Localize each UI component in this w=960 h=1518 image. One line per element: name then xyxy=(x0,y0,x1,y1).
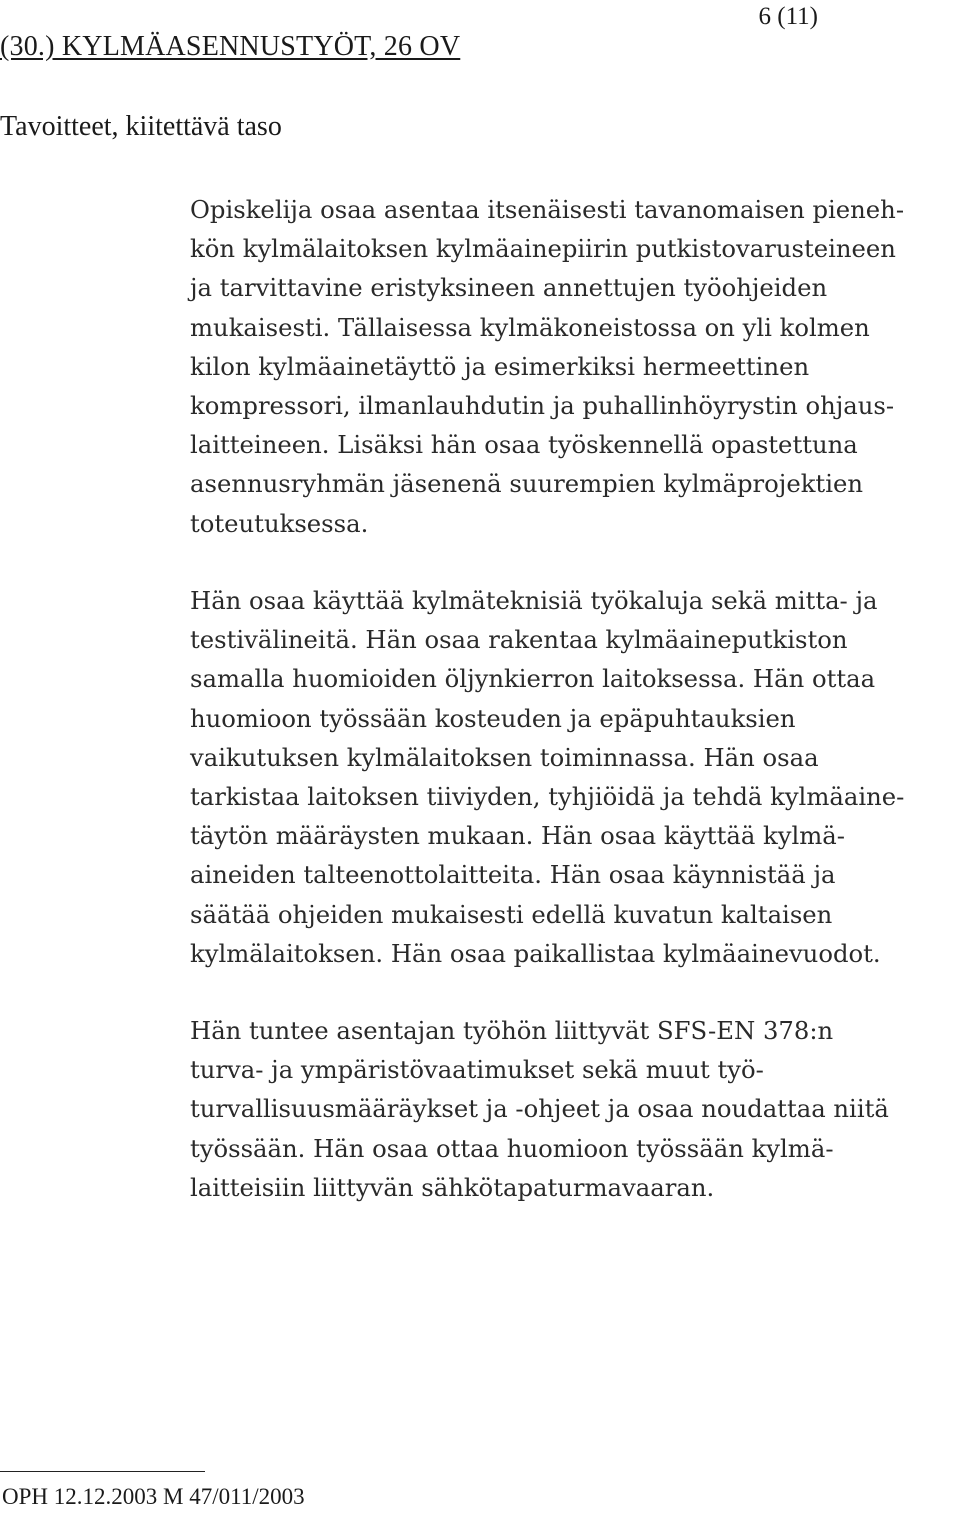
paragraph-line: laitteisiin liittyvän sähkötapaturmavaaran. xyxy=(190,1172,715,1202)
section-title: (30.) KYLMÄASENNUSTYÖT, 26 OV xyxy=(0,31,461,62)
paragraph-line: laitteineen. Lisäksi hän osaa työskennellä opastettuna xyxy=(190,430,858,460)
paragraph-line: turva- ja ympäristövaatimukset sekä muut työ- xyxy=(190,1055,764,1085)
subtitle: Tavoitteet, kiitettävä taso xyxy=(0,111,282,142)
paragraph-line: Hän osaa käyttää kylmäteknisiä työkaluja sekä mitta- ja xyxy=(190,586,878,615)
paragraph-line: ja tarvittavine eristyksineen annettujen työohjeiden xyxy=(190,273,828,303)
paragraph-line: asennusryhmän jäsenenä suurempien kylmäprojektien xyxy=(190,469,863,499)
paragraph-line: tarkistaa laitoksen tiiviyden, tyhjiöidä ja tehdä kylmäaine- xyxy=(190,782,905,812)
paragraph-line: kön kylmälaitoksen kylmäainepiirin putkistovarusteineen xyxy=(190,234,896,264)
footer-reference: OPH 12.12.2003 M 47/011/2003 xyxy=(2,1484,305,1509)
paragraph-line: Hän tuntee asentajan työhön liittyvät SFS-EN 378:n xyxy=(190,1016,834,1045)
paragraph-line: toteutuksessa. xyxy=(190,508,369,538)
footer-divider xyxy=(0,1471,205,1472)
paragraph-3 xyxy=(190,1011,960,1207)
paragraph-line: kilon kylmäainetäyttö ja esimerkiksi hermeettinen xyxy=(190,351,810,381)
paragraph-line: samalla huomioiden öljynkierron laitoksessa. Hän ottaa xyxy=(190,664,876,694)
paragraph-line: aineiden talteenottolaitteita. Hän osaa käynnistää ja xyxy=(190,860,836,890)
paragraph-line: kylmälaitoksen. Hän osaa paikallistaa kylmäainevuodot. xyxy=(190,938,881,968)
paragraph-line: huomioon työssään kosteuden ja epäpuhtauksien xyxy=(190,703,796,733)
paragraph-line: testivälineitä. Hän osaa rakentaa kylmäaineputkiston xyxy=(190,625,848,655)
paragraph-line: työssään. Hän osaa ottaa huomioon työssään kylmä- xyxy=(190,1133,834,1163)
paragraph-line: vaikutuksen kylmälaitoksen toiminnassa. Hän osaa xyxy=(190,742,819,772)
paragraph-2 xyxy=(190,581,960,973)
paragraph-line: Opiskelija osaa asentaa itsenäisesti tavanomaisen pieneh- xyxy=(190,195,905,224)
paragraph-line: turvallisuusmääräykset ja -ohjeet ja osaa noudattaa niitä xyxy=(190,1094,889,1124)
paragraph-line: säätää ohjeiden mukaisesti edellä kuvatun kaltaisen xyxy=(190,899,833,929)
paragraph-line: täytön määräysten mukaan. Hän osaa käyttää kylmä- xyxy=(190,821,845,851)
paragraph-line: mukaisesti. Tällaisessa kylmäkoneistossa on yli kolmen xyxy=(190,312,870,342)
page-number: 6 (11) xyxy=(758,3,818,30)
paragraph-1 xyxy=(190,190,960,543)
paragraph-line: kompressori, ilmanlauhdutin ja puhallinhöyrystin ohjaus- xyxy=(190,391,895,421)
